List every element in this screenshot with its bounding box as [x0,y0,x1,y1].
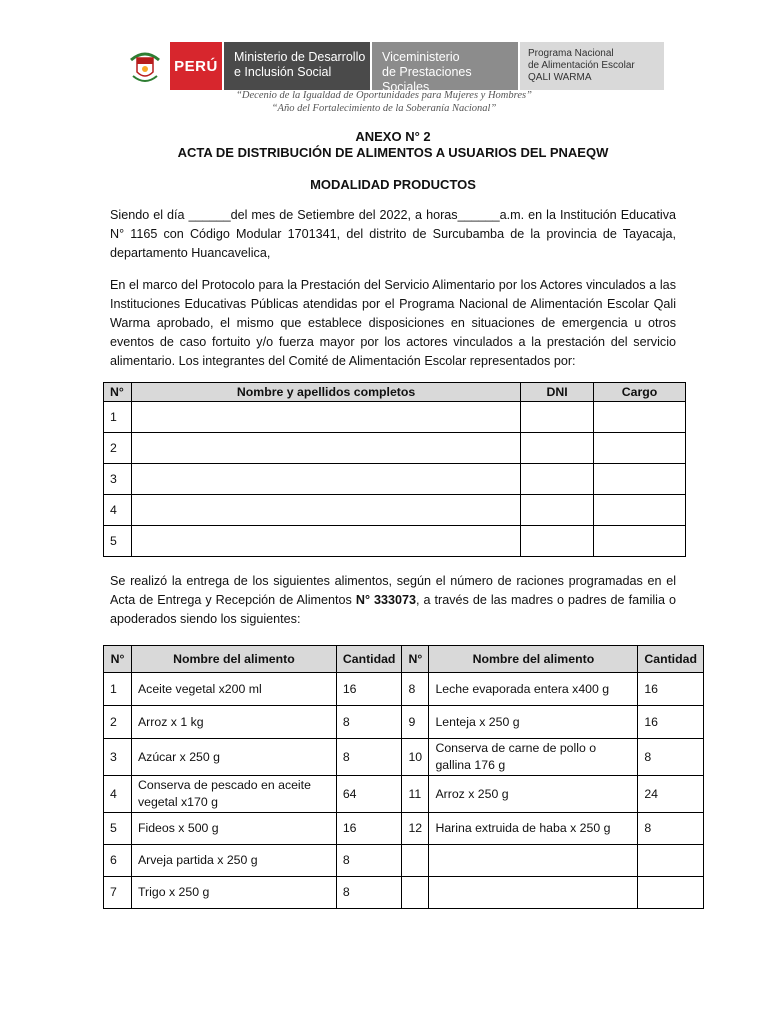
annex-title: ANEXO N° 2 [355,129,431,144]
dni-field[interactable] [521,495,594,526]
food-number: 9 [402,706,429,739]
row-number: 2 [104,433,132,464]
col-quantity-header-2: Cantidad [638,646,704,673]
food-number: 6 [104,845,132,877]
food-number: 8 [402,673,429,706]
table-row [104,706,704,739]
dni-field[interactable] [521,464,594,495]
food-quantity: 8 [336,706,402,739]
food-number: 10 [402,739,429,776]
food-quantity: 8 [336,739,402,776]
viceministry-line-1: Viceministerio [382,50,460,64]
opening-paragraph: Siendo el día ______del mes de Setiembre del 2022, a horas______a.m. en la Institución Educativa N° 1165 con Código Modular 1701341, del distrito de Surcubamba de la provincia de Tayacaja, departamento Huancavelica, [110,208,676,260]
table-row [104,464,686,495]
food-name: Azúcar x 250 g [131,739,336,776]
motto-decade: “Decenio de la Igualdad de Oportunidades para Mujeres y Hombres” [236,90,532,101]
food-number: 1 [104,673,132,706]
col-number-header-2: N° [402,646,429,673]
foods-table [103,645,704,909]
food-number: 11 [402,776,429,813]
table-row [104,813,704,845]
peru-brand: PERÚ [170,42,222,90]
food-quantity: 8 [638,739,704,776]
food-number: 5 [104,813,132,845]
table-row [104,673,704,706]
header-banner [120,42,664,94]
protocol-paragraph: En el marco del Protocolo para la Prestación del Servicio Alimentario por los Actores vinculados a las Instituciones Educativas Públicas atendidas por el Programa Nacional de Alimentación Escolar Qali Warma aprobado, el mismo que establece disposiciones en situaciones de emergencia u otros eventos de caso fortuito y/o fuerza mayor por los actores vinculados a la prestación del servicio alimentario. Los integrantes del Comité de Alimentación Escolar representados por: [110,278,676,368]
food-quantity [638,877,704,909]
col-food-name-header-2: Nombre del alimento [429,646,638,673]
name-field[interactable] [131,433,520,464]
food-name [429,845,638,877]
food-quantity: 24 [638,776,704,813]
dni-field[interactable] [521,433,594,464]
row-number: 4 [104,495,132,526]
coat-of-arms-icon [120,42,170,90]
role-field[interactable] [594,402,686,433]
table-row [104,845,704,877]
food-number [402,845,429,877]
viceministry-line-2: de Prestaciones Sociales [382,65,472,94]
modality-title: MODALIDAD PRODUCTOS [310,177,476,192]
food-name: Leche evaporada entera x400 g [429,673,638,706]
food-name: Lenteja x 250 g [429,706,638,739]
table-row [104,877,704,909]
name-field[interactable] [131,526,520,557]
food-name: Trigo x 250 g [131,877,336,909]
table-row [104,433,686,464]
food-number: 7 [104,877,132,909]
food-quantity: 16 [336,673,402,706]
food-number: 4 [104,776,132,813]
food-number: 3 [104,739,132,776]
dni-field[interactable] [521,526,594,557]
food-quantity: 16 [336,813,402,845]
col-number-header: N° [104,646,132,673]
table-row [104,776,704,813]
food-quantity: 8 [336,845,402,877]
food-name: Fideos x 500 g [131,813,336,845]
committee-table [103,382,686,557]
ministry-block [222,42,370,90]
food-number: 12 [402,813,429,845]
food-number [402,877,429,909]
row-number: 3 [104,464,132,495]
food-quantity: 8 [336,877,402,909]
col-quantity-header: Cantidad [336,646,402,673]
food-quantity: 16 [638,673,704,706]
food-name: Aceite vegetal x200 ml [131,673,336,706]
ministry-line-1: Ministerio de Desarrollo [234,50,366,64]
col-role-header: Cargo [594,383,686,402]
row-number: 5 [104,526,132,557]
delivery-text-before: Se realizó la entrega de los siguientes alimentos, según el número de raciones programadas en el Acta de Entrega y Recepción de Alimentos [110,574,676,607]
food-quantity: 16 [638,706,704,739]
foods-header-row [104,646,704,673]
col-number-header: N° [104,383,132,402]
name-field[interactable] [131,464,520,495]
food-name: Arroz x 1 kg [131,706,336,739]
col-food-name-header: Nombre del alimento [131,646,336,673]
delivery-text-after: , a través de las madres o padres de familia o apoderados siendo los siguientes: [110,593,676,626]
row-number: 1 [104,402,132,433]
role-field[interactable] [594,526,686,557]
food-name: Conserva de pescado en aceite vegetal x170 g [131,776,336,813]
role-field[interactable] [594,495,686,526]
program-block [518,42,664,90]
food-quantity [638,845,704,877]
table-row [104,495,686,526]
food-quantity: 64 [336,776,402,813]
motto-year: “Año del Fortalecimiento de la Soberanía Nacional” [271,103,497,114]
document-title: ACTA DE DISTRIBUCIÓN DE ALIMENTOS A USUARIOS DEL PNAEQW [177,145,609,160]
food-name: Arveja partida x 250 g [131,845,336,877]
food-name [429,877,638,909]
table-row [104,402,686,433]
role-field[interactable] [594,433,686,464]
food-name: Conserva de carne de pollo o gallina 176 g [429,739,638,776]
food-name: Harina extruida de haba x 250 g [429,813,638,845]
col-dni-header: DNI [521,383,594,402]
delivery-paragraph [110,572,676,629]
program-line-1: Programa Nacional [528,48,614,59]
food-name: Arroz x 250 g [429,776,638,813]
program-line-3: QALI WARMA [528,72,592,83]
role-field[interactable] [594,464,686,495]
ministry-line-2: e Inclusión Social [234,65,332,79]
col-name-header: Nombre y apellidos completos [131,383,520,402]
name-field[interactable] [131,402,520,433]
program-line-2: de Alimentación Escolar [528,60,635,71]
viceministry-block [370,42,518,94]
table-row [104,526,686,557]
table-row [104,739,704,776]
acta-number: N° 333073 [355,593,417,607]
committee-header-row [104,383,686,402]
food-number: 2 [104,706,132,739]
food-quantity: 8 [638,813,704,845]
name-field[interactable] [131,495,520,526]
dni-field[interactable] [521,402,594,433]
